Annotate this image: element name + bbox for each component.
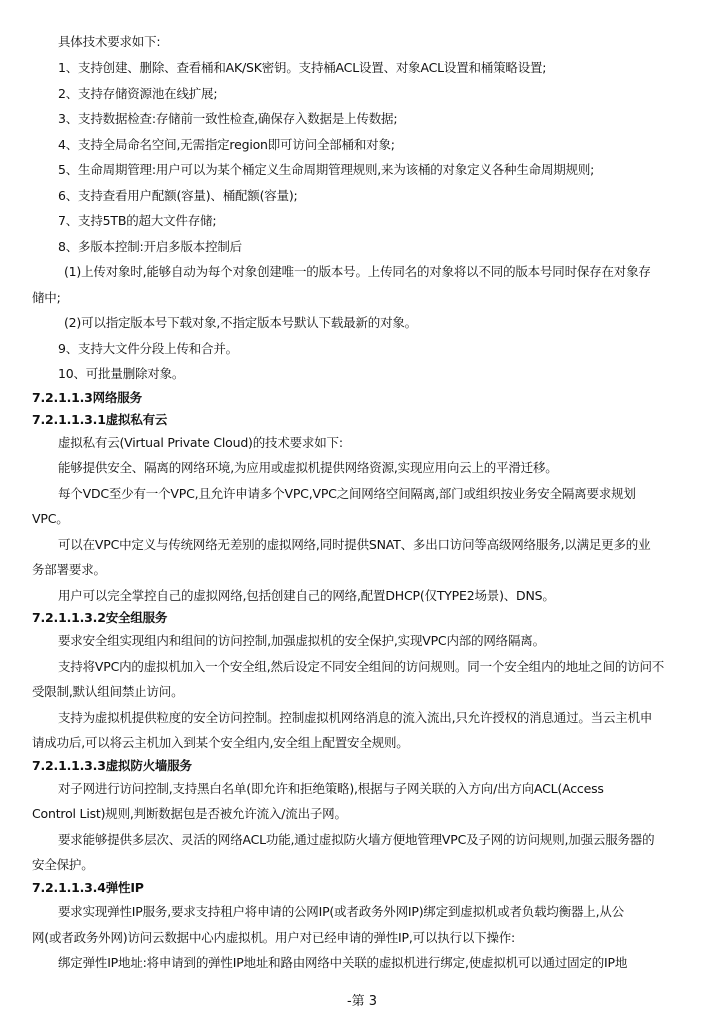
paragraph-line: 10、可批量删除对象。 [58, 366, 185, 381]
section-heading: 7.2.1.1.3.1虚拟私有云 [32, 412, 168, 427]
paragraph-line: 要求能够提供多层次、灵活的网络ACL功能,通过虚拟防火墙方便地管理VPC及子网的访问规则,加强云服务器的 [58, 832, 655, 847]
paragraph-line: 5、生命周期管理:用户可以为某个桶定义生命周期管理规则,来为该桶的对象定义各种生命周期规则; [58, 162, 595, 177]
paragraph-line: 每个VDC至少有一个VPC,且允许申请多个VPC,VPC之间网络空间隔离,部门或组织按业务安全隔离要求规划 [58, 486, 636, 501]
paragraph-line: 对子网进行访问控制,支持黑白名单(即允许和拒绝策略),根据与子网关联的入方向/出方向ACL(Access [58, 781, 604, 796]
paragraph-line: VPC。 [32, 511, 69, 526]
paragraph-line: (1)上传对象时,能够自动为每个对象创建唯一的版本号。上传同名的对象将以不同的版本号同时保存在对象存 [64, 264, 651, 279]
section-heading: 7.2.1.1.3.4弹性IP [32, 880, 144, 895]
page-number: -第 3 [346, 994, 378, 1009]
paragraph-line: 用户可以完全掌控自己的虚拟网络,包括创建自己的网络,配置DHCP(仅TYPE2场景)、DNS。 [58, 588, 555, 603]
paragraph-line: 储中; [32, 290, 61, 305]
paragraph-line: 绑定弹性IP地址:将申请到的弹性IP地址和路由网络中关联的虚拟机进行绑定,使虚拟机可以通过固定的IP地 [58, 955, 628, 970]
paragraph-line: 受限制,默认组间禁止访问。 [32, 684, 184, 699]
paragraph-line: 7、支持5TB的超大文件存储; [58, 213, 217, 228]
paragraph-line: 9、支持大文件分段上传和合并。 [58, 341, 238, 356]
paragraph-line: (2)可以指定版本号下载对象,不指定版本号默认下载最新的对象。 [64, 315, 417, 330]
paragraph-line: 虚拟私有云(Virtual Private Cloud)的技术要求如下: [58, 435, 343, 450]
paragraph-line: 能够提供安全、隔离的网络环境,为应用或虚拟机提供网络资源,实现应用向云上的平滑迁移。 [58, 460, 558, 475]
paragraph-line: 要求实现弹性IP服务,要求支持租户将申请的公网IP(或者政务外网IP)绑定到虚拟机或者负载均衡器上,从公 [58, 904, 624, 919]
paragraph-line: 2、支持存储资源池在线扩展; [58, 86, 218, 101]
paragraph-line: 3、支持数据检查:存储前一致性检查,确保存入数据是上传数据; [58, 111, 398, 126]
paragraph-line: 支持将VPC内的虚拟机加入一个安全组,然后设定不同安全组间的访问规则。同一个安全组内的地址之间的访问不 [58, 659, 665, 674]
paragraph-line: Control List)规则,判断数据包是否被允许流入/流出子网。 [32, 806, 347, 821]
paragraph-line: 网(或者政务外网)访问云数据中心内虚拟机。用户对已经申请的弹性IP,可以执行以下操作: [32, 930, 516, 945]
section-heading: 7.2.1.1.3.3虚拟防火墙服务 [32, 758, 192, 773]
paragraph-line: 具体技术要求如下: [58, 34, 161, 49]
paragraph-line: 支持为虚拟机提供粒度的安全访问控制。控制虚拟机网络消息的流入流出,只允许授权的消息通过。当云主机申 [58, 710, 653, 725]
paragraph-line: 要求安全组实现组内和组间的访问控制,加强虚拟机的安全保护,实现VPC内部的网络隔离。 [58, 633, 545, 648]
paragraph-line: 1、支持创建、删除、查看桶和AK/SK密钥。支持桶ACL设置、对象ACL设置和桶策略设置; [58, 60, 547, 75]
paragraph-line: 务部署要求。 [32, 562, 106, 577]
paragraph-line: 4、支持全局命名空间,无需指定region即可访问全部桶和对象; [58, 137, 395, 152]
paragraph-line: 8、多版本控制:开启多版本控制后 [58, 239, 242, 254]
paragraph-line: 6、支持查看用户配额(容量)、桶配额(容量); [58, 188, 298, 203]
paragraph-line: 请成功后,可以将云主机加入到某个安全组内,安全组上配置安全规则。 [32, 735, 409, 750]
section-heading: 7.2.1.1.3.2安全组服务 [32, 610, 168, 625]
paragraph-line: 安全保护。 [32, 857, 94, 872]
paragraph-line: 可以在VPC中定义与传统网络无差别的虚拟网络,同时提供SNAT、多出口访问等高级网络服务,以满足更多的业 [58, 537, 651, 552]
section-heading: 7.2.1.1.3网络服务 [32, 390, 142, 405]
